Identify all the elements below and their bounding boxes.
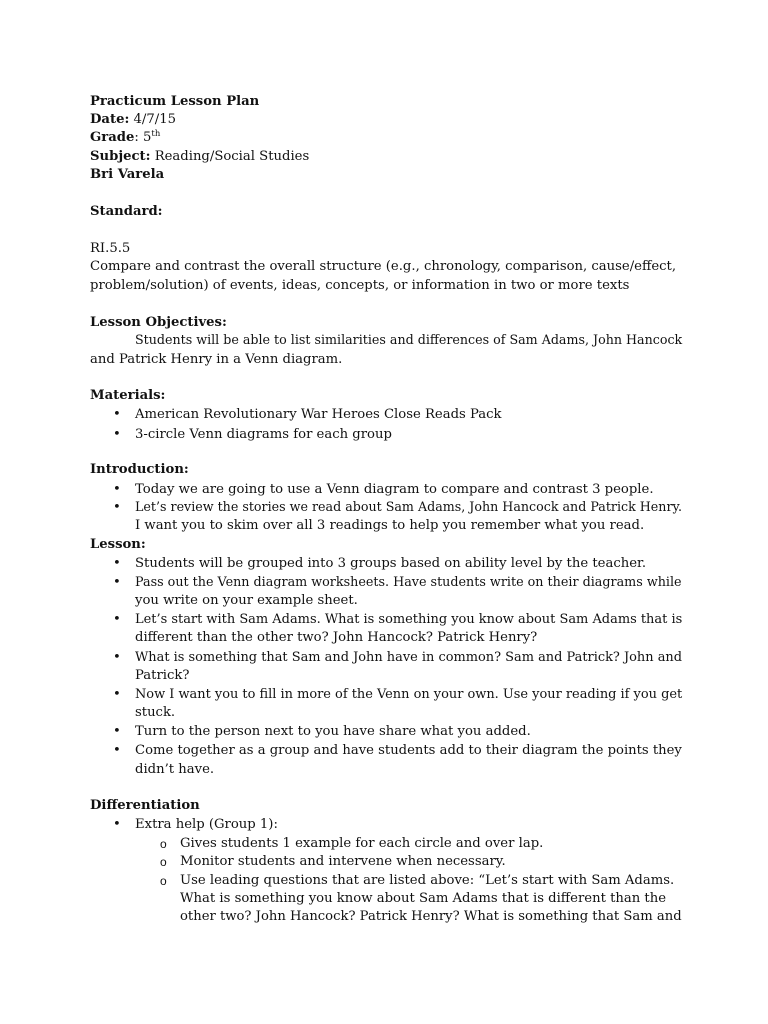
lesson-item: What is something that Sam and John have in common? Sam and Patrick? John and [135,650,683,665]
lesson-heading: Lesson: [90,537,146,552]
document-title: Practicum Lesson Plan [90,94,260,109]
subject-value: Reading/Social Studies [154,149,310,164]
introduction-item: Today we are going to use a Venn diagram to compare and contrast 3 people. [135,482,654,497]
objectives-heading: Lesson Objectives: [90,315,227,330]
lesson-item-continued: you write on your example sheet. [135,593,358,608]
grade-superscript: th [151,129,161,139]
bullet-icon: • [113,575,121,590]
standard-heading: Standard: [90,204,163,219]
differentiation-sub-item-continued: other two? John Hancock? Patrick Henry? What is something that Sam and [180,909,682,924]
objectives-text-line: and Patrick Henry in a Venn diagram. [90,352,343,367]
differentiation-sub-item: Gives students 1 example for each circle and over lap. [180,836,544,851]
differentiation-sub-item-continued: What is something you know about Sam Adams that is different than the [180,891,667,906]
grade-value: 5 [143,130,152,145]
lesson-item-continued: didn’t have. [135,762,215,777]
sub-bullet-icon: o [160,855,167,869]
bullet-icon: • [113,612,121,627]
introduction-item-continued: I want you to skim over all 3 readings to help you remember what you read. [135,518,645,533]
bullet-icon: • [113,500,121,515]
differentiation-sub-item: Use leading questions that are listed above: “Let’s start with Sam Adams. [180,873,675,888]
materials-item: 3-circle Venn diagrams for each group [135,427,392,442]
bullet-icon: • [113,743,121,758]
subject-label: Subject: [90,149,151,164]
lesson-item: Let’s start with Sam Adams. What is something you know about Sam Adams that is [135,612,683,627]
lesson-item: Pass out the Venn diagram worksheets. Have students write on their diagrams while [135,575,682,590]
subject-line [90,148,309,166]
lesson-item-continued: stuck. [135,705,176,720]
lesson-item: Come together as a group and have students add to their diagram the points they [135,743,682,758]
author-name: Bri Varela [90,167,165,182]
differentiation-group-label: Extra help (Group 1): [135,817,278,832]
differentiation-heading: Differentiation [90,798,200,813]
bullet-icon: • [113,817,121,832]
date-value: 4/7/15 [133,112,176,127]
introduction-item: Let’s review the stories we read about Sam Adams, John Hancock and Patrick Henry. [135,500,683,515]
grade-label: Grade [90,130,135,145]
sub-bullet-icon: o [160,837,167,851]
grade-line [90,129,160,147]
bullet-icon: • [113,427,121,442]
introduction-heading: Introduction: [90,462,189,477]
bullet-icon: • [113,687,121,702]
grade-colon: : [134,130,139,145]
standard-text-line: problem/solution) of events, ideas, concepts, or information in two or more texts [90,278,630,293]
differentiation-sub-item: Monitor students and intervene when necessary. [180,854,506,869]
bullet-icon: • [113,407,121,422]
objectives-text-line: Students will be able to list similarities and differences of Sam Adams, John Hancock [135,333,683,348]
sub-bullet-icon: o [160,874,167,888]
materials-item: American Revolutionary War Heroes Close Reads Pack [135,407,502,422]
bullet-icon: • [113,482,121,497]
materials-heading: Materials: [90,388,166,403]
date-line [90,111,176,129]
lesson-item-continued: different than the other two? John Hancock? Patrick Henry? [135,630,538,645]
lesson-item: Students will be grouped into 3 groups based on ability level by the teacher. [135,556,647,571]
standard-code: RI.5.5 [90,241,131,256]
bullet-icon: • [113,650,121,665]
bullet-icon: • [113,724,121,739]
bullet-icon: • [113,556,121,571]
standard-text-line: Compare and contrast the overall structure (e.g., chronology, comparison, cause/effect, [90,259,677,274]
lesson-item: Turn to the person next to you have share what you added. [135,724,531,739]
date-label: Date: [90,112,130,127]
lesson-item: Now I want you to fill in more of the Venn on your own. Use your reading if you get [135,687,683,702]
lesson-item-continued: Patrick? [135,668,190,683]
